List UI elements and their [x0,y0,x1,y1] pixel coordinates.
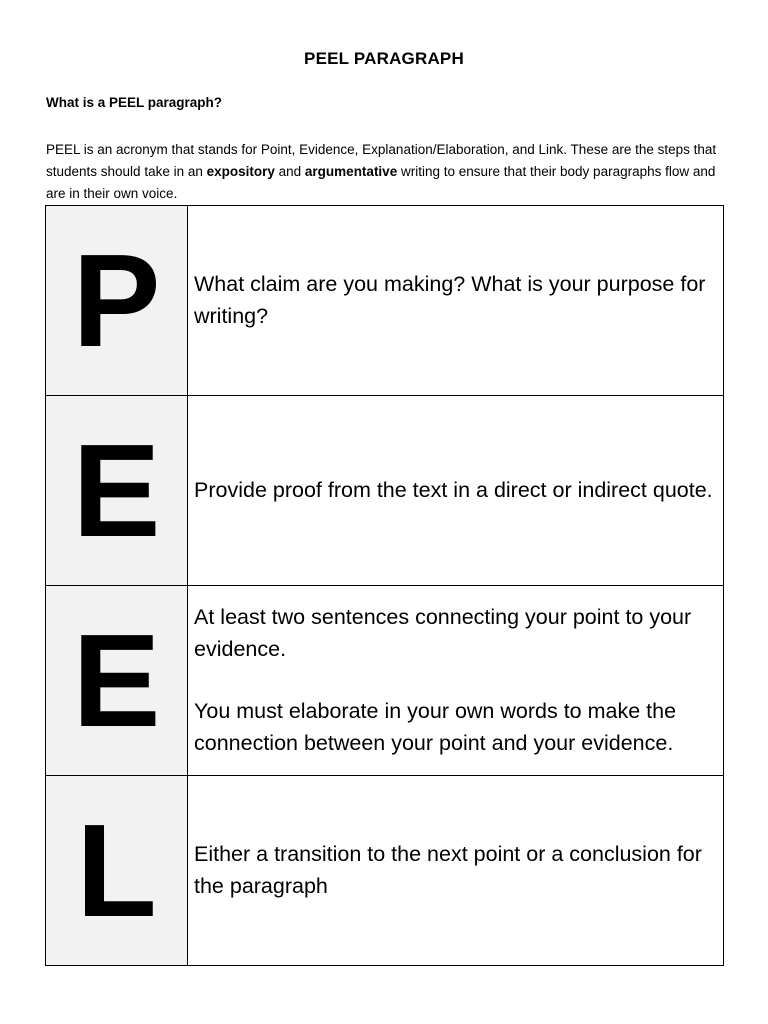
description-cell-explanation [188,586,724,776]
intro-paragraph [46,139,736,205]
peel-table [45,205,724,966]
link-description: Either a transition to the next point or a conclusion for the paragraph [194,842,702,898]
peel-row-evidence [46,396,724,586]
evidence-description: Provide proof from the text in a direct or indirect quote. [194,477,713,502]
question-heading: What is a PEEL paragraph? [46,95,223,110]
document-title: PEEL PARAGRAPH [304,49,464,68]
explanation-description-1: At least two sentences connecting your point to your evidence. [194,605,692,661]
description-cell-link [188,776,724,966]
letter-e-explanation: E [72,606,161,754]
letter-cell-p [46,206,188,396]
letter-cell-e-evidence [46,396,188,586]
point-description: What claim are you making? What is your purpose for writing? [194,272,706,328]
intro-text-part-3: writing to ensure that their body paragraphs flow and are in their own voice. [46,164,716,201]
intro-text-part-1: PEEL is an acronym that stands for Point, Evidence, Explanation/Elaboration, and Link. These are the steps that students should take in an [46,142,717,179]
explanation-description-2: You must elaborate in your own words to make the connection between your point and your evidence. [194,699,677,755]
letter-cell-l [46,776,188,966]
letter-cell-e-explanation [46,586,188,776]
letter-e-evidence: E [72,416,161,564]
intro-bold-argumentative: argumentative [304,164,398,179]
intro-bold-expository: expository [206,164,275,179]
peel-row-point [46,206,724,396]
letter-l: L [76,796,157,944]
description-cell-point [188,206,724,396]
peel-row-explanation [46,586,724,776]
peel-row-link [46,776,724,966]
intro-text-part-2: and [274,164,305,179]
description-cell-evidence [188,396,724,586]
letter-p: P [72,226,161,374]
